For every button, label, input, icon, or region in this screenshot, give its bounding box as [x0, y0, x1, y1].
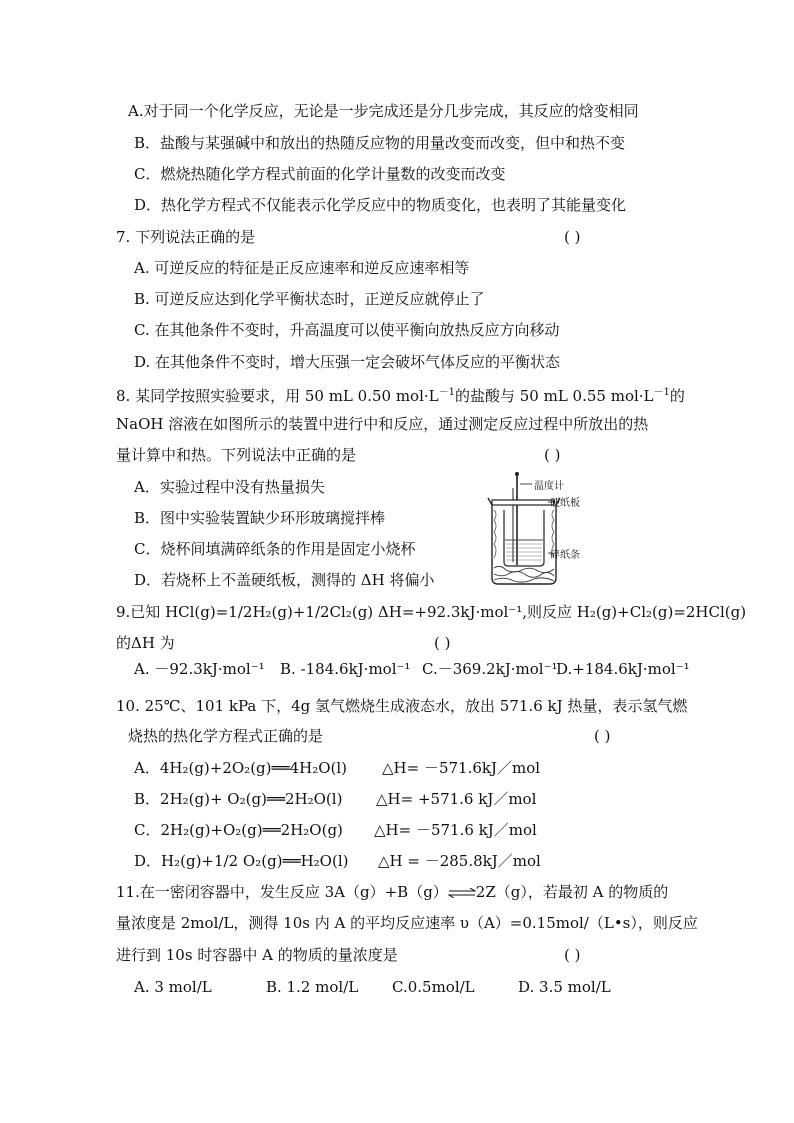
cardboard-label: 硬纸板 [550, 498, 580, 509]
q11-line-2: 量浓度是 2mol/L，测得 10s 内 A 的平均反应速率 υ（A）=0.15mol/（L•s），则反应 [116, 914, 698, 932]
q9-answer-paren: ( ) [434, 634, 451, 652]
q11-option-d: D. 3.5 mol/L [518, 978, 611, 996]
q10-option-d-equation: D．H₂(g)+1/2 O₂(g)══H₂O(l) [134, 852, 349, 870]
q10-option-b-enthalpy: △H= +571.6 kJ／mol [376, 790, 537, 808]
q8-option-b: B．图中实验装置缺少环形玻璃搅拌棒 [134, 509, 386, 527]
q8-option-a: A．实验过程中没有热量损失 [134, 478, 325, 496]
paper-strips-label: 碎纸条 [550, 550, 580, 561]
q8-line-2: NaOH 溶液在如图所示的装置中进行中和反应，通过测定反应过程中所放出的热 [116, 415, 649, 433]
q9-options-row [134, 658, 694, 680]
thermometer-label: 温度计 [534, 481, 564, 492]
q6-option-a: A.对于同一个化学反应，无论是一步完成还是分几步完成，其反应的焓变相同 [128, 102, 639, 120]
q6-option-c: C．燃烧热随化学方程式前面的化学计量数的改变而改变 [134, 165, 506, 183]
equilibrium-arrow-icon [448, 888, 476, 898]
q7-stem: 7. 下列说法正确的是 [116, 228, 256, 246]
q11-line-1: 11.在一密闭容器中，发生反应 3A（g）+B（g） 2Z（g），若最初 A 的物质的 [116, 883, 669, 901]
q9-line-1: 9.已知 HCl(g)=1/2H₂(g)+1/2Cl₂(g) ΔH=+92.3kJ·mol⁻¹,则反应 H₂(g)+Cl₂(g)=2HCl(g) [116, 603, 747, 621]
q8-option-d: D．若烧杯上不盖硬纸板，测得的 ΔH 将偏小 [134, 571, 435, 589]
q10-line-1: 10. 25℃、101 kPa 下，4g 氢气燃烧生成液态水，放出 571.6 kJ 热量，表示氢气燃 [116, 697, 688, 715]
q10-option-c-equation: C．2H₂(g)+O₂(g)══2H₂O(g) [134, 821, 343, 839]
q10-option-b [134, 788, 694, 810]
q11-options-row [134, 976, 694, 998]
q9-line-2: 的ΔH 为 [116, 634, 175, 652]
q8-answer-paren: ( ) [544, 446, 561, 464]
q10-answer-paren: ( ) [594, 727, 611, 745]
q7-option-c: C. 在其他条件不变时，升高温度可以使平衡向放热反应方向移动 [134, 321, 560, 339]
q6-option-d: D．热化学方程式不仅能表示化学反应中的物质变化，也表明了其能量变化 [134, 196, 627, 214]
q10-option-a [134, 757, 694, 779]
q8-line-1: 8. 某同学按照实验要求，用 50 mL 0.50 $mol\cdot L^{-1}$的盐酸与 50 mL 0.55 $mol\cdot L^{-1}$的 [116, 387, 685, 405]
q7-answer-paren: ( ) [564, 228, 581, 246]
q9-option-b: B. -184.6kJ·mol⁻¹ [280, 660, 411, 678]
q8-option-c: C．烧杯间填满碎纸条的作用是固定小烧杯 [134, 540, 416, 558]
q11-answer-paren: ( ) [564, 946, 581, 964]
q10-option-a-enthalpy: △H= －571.6kJ／mol [382, 759, 541, 777]
q9-option-a: A. －92.3kJ·mol⁻¹ [134, 660, 265, 678]
q10-option-a-equation: A．4H₂(g)+2O₂(g)══4H₂O(l) [134, 759, 348, 777]
q7-option-a: A. 可逆反应的特征是正反应速率和逆反应速率相等 [134, 259, 470, 277]
q10-option-d-enthalpy: △H = －285.8kJ／mol [378, 852, 541, 870]
q11-option-b: B. 1.2 mol/L [266, 978, 359, 996]
q9-option-d: D.+184.6kJ·mol⁻¹ [556, 660, 690, 678]
q10-line-2: 烧热的热化学方程式正确的是 [128, 727, 324, 745]
q8-line-3: 量计算中和热。下列说法中正确的是 [116, 446, 357, 464]
q10-option-c [134, 819, 694, 841]
q6-option-b: B．盐酸与某强碱中和放出的热随反应物的用量改变而改变，但中和热不变 [134, 134, 626, 152]
q11-line-3: 进行到 10s 时容器中 A 的物质的量浓度是 [116, 946, 398, 964]
q10-option-c-enthalpy: △H= －571.6 kJ／mol [374, 821, 537, 839]
q11-option-a: A. 3 mol/L [134, 978, 212, 996]
calorimeter-figure [484, 470, 600, 588]
q11-option-c: C.0.5mol/L [392, 978, 475, 996]
q7-option-d: D. 在其他条件不变时，增大压强一定会破坏气体反应的平衡状态 [134, 353, 561, 371]
q10-option-b-equation: B．2H₂(g)+ O₂(g)══2H₂O(l) [134, 790, 343, 808]
q9-option-c: C.－369.2kJ·mol⁻¹ [422, 660, 558, 678]
q7-option-b: B. 可逆反应达到化学平衡状态时，正逆反应就停止了 [134, 290, 485, 308]
q10-option-d [134, 850, 694, 872]
